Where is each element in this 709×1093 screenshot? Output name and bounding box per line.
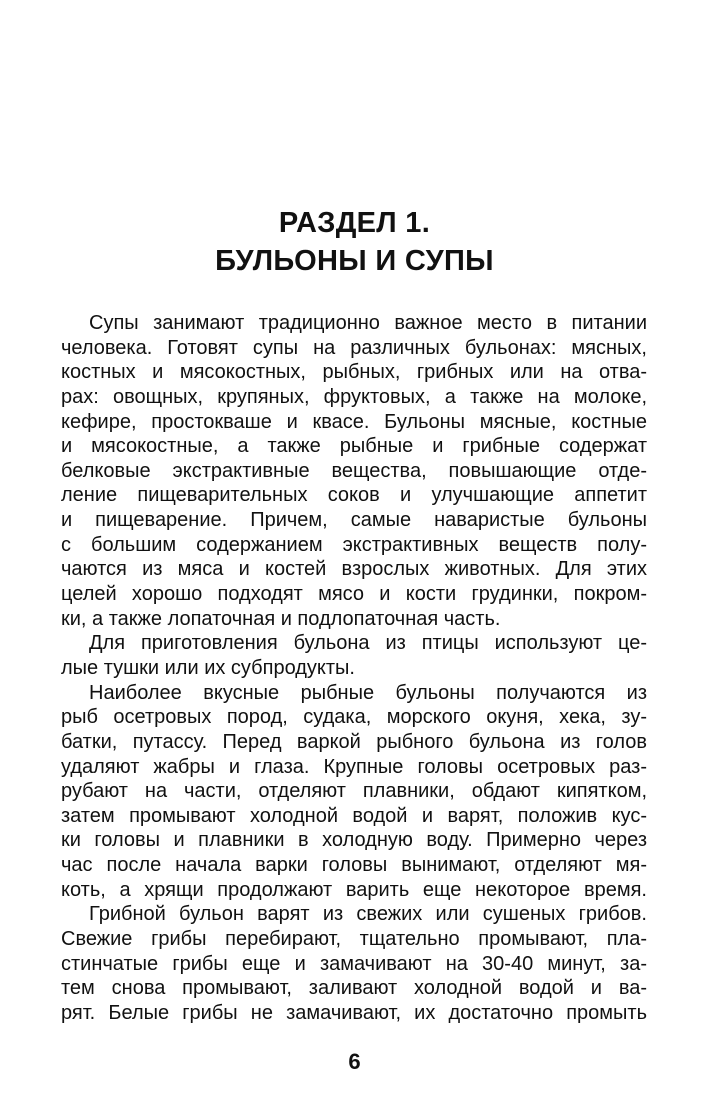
text-line: стинчатые грибы еще и замачивают на 30-40 минут, за- (61, 952, 647, 975)
text-line: и мясокостные, а также рыбные и грибные содержат (61, 435, 647, 458)
text-line: рубают на части, отделяют плавники, обдают кипятком, (61, 780, 647, 803)
text-line: рыб осетровых пород, судака, морского окуня, хека, зу- (61, 706, 647, 729)
text-line: рят. Белые грибы не замачивают, их достаточно промыть (61, 1001, 647, 1024)
text-line: и пищеварение. Причем, самые наваристые бульоны (61, 509, 647, 532)
text-line: ление пищеварительных соков и улучшающие аппетит (61, 484, 647, 507)
text-line: кефире, простокваше и квасе. Бульоны мясные, костные (61, 410, 647, 433)
text-line: белковые экстрактивные вещества, повышающие отде- (61, 459, 647, 482)
text-line: лые тушки или их субпродукты. (61, 656, 355, 679)
page-number: 6 (348, 1049, 361, 1074)
text-line: Грибной бульон варят из свежих или сушеных грибов. (89, 903, 647, 926)
text-line: ки, а также лопаточная и подлопаточная часть. (61, 607, 501, 630)
text-line: ки головы и плавники в холодную воду. Примерно через (61, 829, 647, 852)
text-line: затем промывают холодной водой и варят, положив кус- (61, 804, 647, 827)
section-title-line1: РАЗДЕЛ 1. (278, 207, 431, 239)
text-line: Супы занимают традиционно важное место в питании (89, 312, 647, 334)
text-line: удаляют жабры и глаза. Крупные головы осетровых раз- (61, 755, 647, 778)
text-line: батки, путассу. Перед варкой рыбного бульона из голов (61, 730, 647, 753)
text-line: рах: овощных, крупяных, фруктовых, а также на молоке, (61, 385, 647, 408)
text-line: Свежие грибы перебирают, тщательно промывают, пла- (61, 928, 647, 951)
text-line: тем снова промывают, заливают холодной водой и ва- (61, 977, 647, 1000)
text-line: Для приготовления бульона из птицы используют це- (89, 632, 647, 655)
text-line: костных и мясокостных, рыбных, грибных или на отва- (61, 361, 647, 384)
text-line: коть, а хрящи продолжают варить еще некоторое время. (61, 878, 647, 901)
text-line: целей хорошо подходят мясо и кости грудинки, покром- (61, 583, 647, 606)
body-text (61, 311, 647, 1026)
text-line: с большим содержанием экстрактивных веществ полу- (61, 533, 647, 556)
text-line: Наиболее вкусные рыбные бульоны получаются из (89, 681, 647, 704)
section-title-line2: БУЛЬОНЫ И СУПЫ (215, 245, 494, 277)
text-line: чаются из мяса и костей взрослых животных. Для этих (61, 558, 647, 581)
text-line: человека. Готовят супы на различных бульонах: мясных, (61, 336, 647, 359)
text-line: час после начала варки головы вынимают, отделяют мя- (61, 854, 647, 877)
